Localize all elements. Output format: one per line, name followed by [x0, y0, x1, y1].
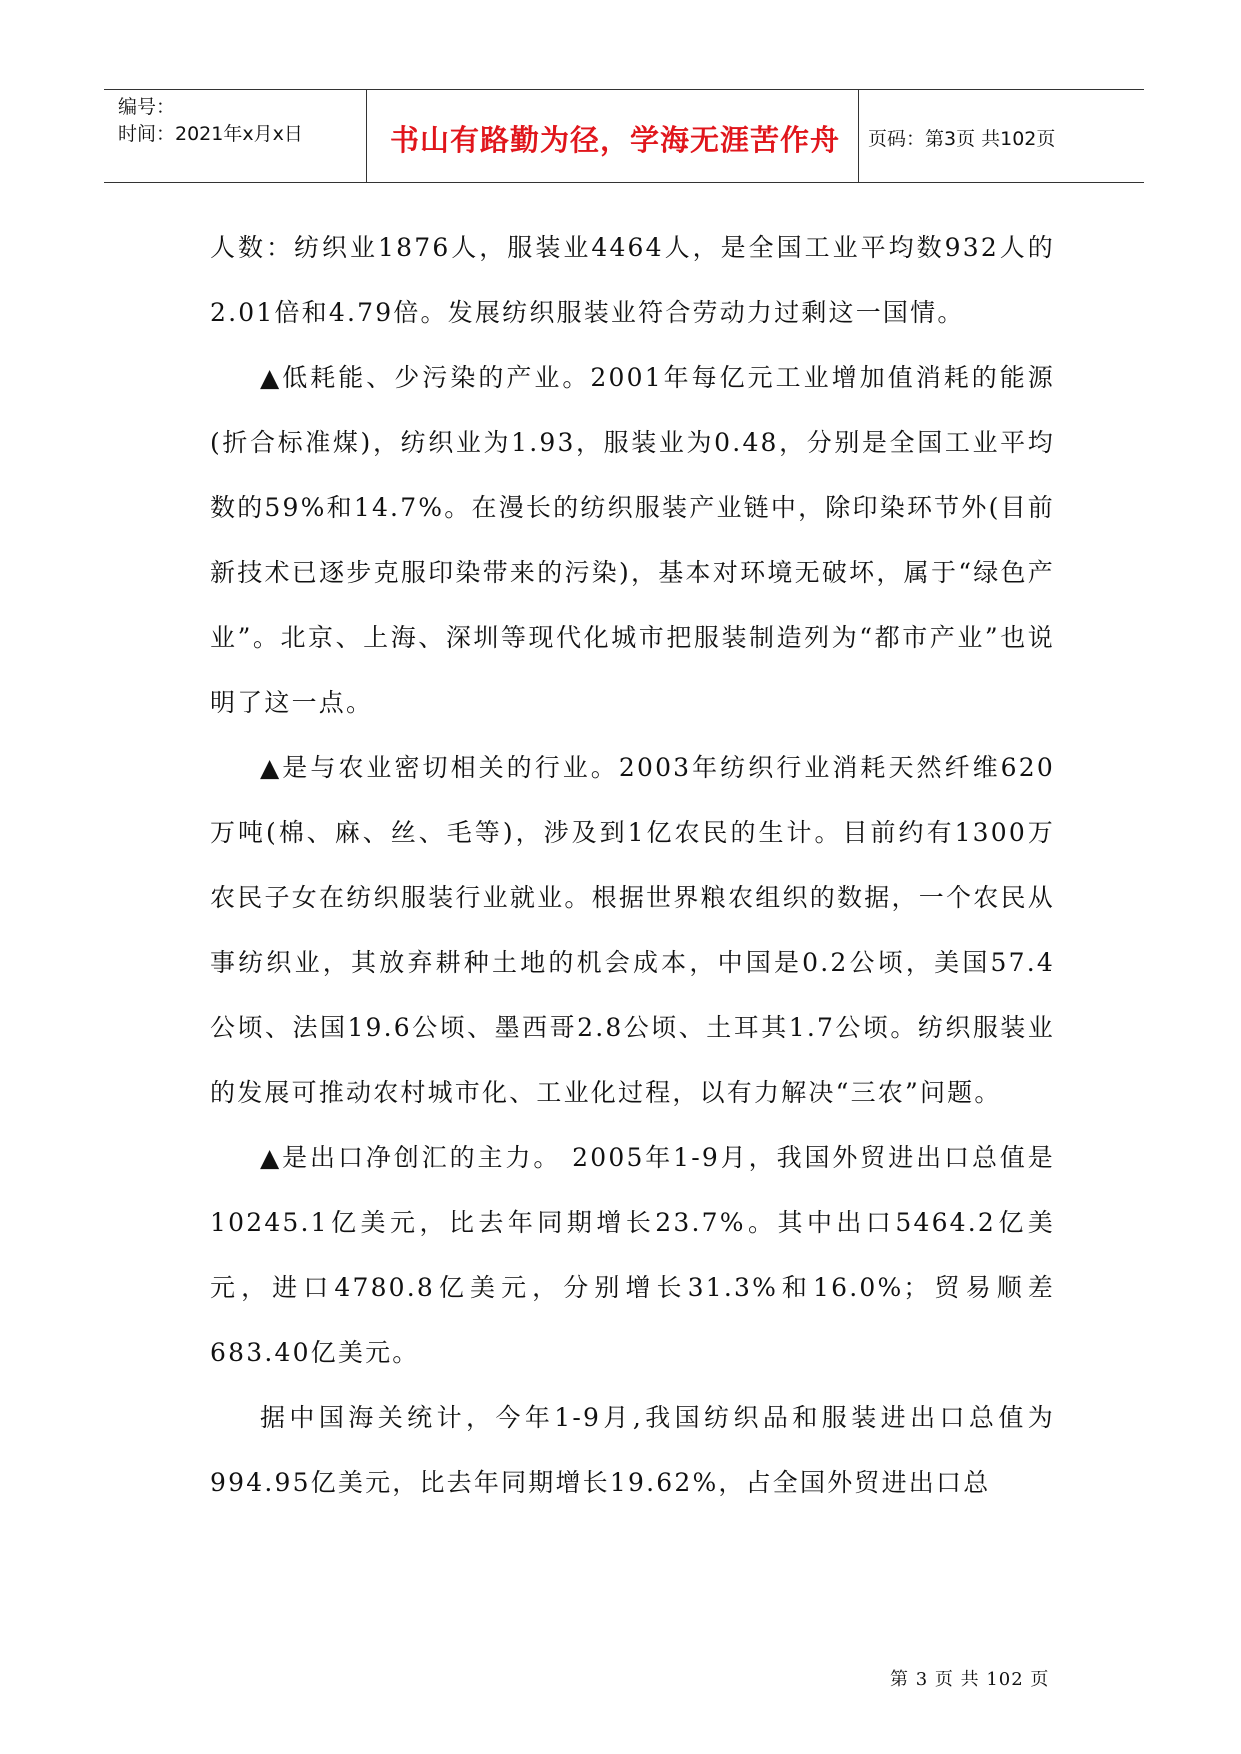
header-top-rule: [104, 89, 1144, 90]
header-left-block: [118, 94, 303, 148]
paragraph: 据中国海关统计，今年1-9月,我国纺织品和服装进出口总值为994.95亿美元，比去年同期增长19.62%，占全国外贸进出口总: [210, 1403, 1055, 1497]
document-body: [210, 215, 1055, 1515]
page-footer: 第 3 页 共 102 页: [890, 1669, 1050, 1690]
header-motto: 书山有路勤为径，学海无涯苦作舟: [389, 123, 840, 157]
paragraph: ▲低耗能、少污染的产业。2001年每亿元工业增加值消耗的能源(折合标准煤)，纺织业为1.93，服装业为0.48，分别是全国工业平均数的59%和14.7%。在漫长的纺织服装产业链中，除印染环节外(目前新技术已逐步克服印染带来的污染)，基本对环境无破坏，属于“绿色产业”。北京、上海、深圳等现代化城市把服装制造列为“都市产业”也说明了这一点。: [210, 363, 1055, 717]
paragraph: ▲是与农业密切相关的行业。2003年纺织行业消耗天然纤维620万吨(棉、麻、丝、毛等)，涉及到1亿农民的生计。目前约有1300万农民子女在纺织服装行业就业。根据世界粮农组织的数据，一个农民从事纺织业，其放弃耕种土地的机会成本，中国是0.2公顷，美国57.4公顷、法国19.6公顷、墨西哥2.8公顷、土耳其1.7公顷。纺织服装业的发展可推动农村城市化、工业化过程，以有力解决“三农”问题。: [210, 753, 1055, 1107]
paragraph: ▲是出口净创汇的主力。 2005年1-9月，我国外贸进出口总值是10245.1亿美元，比去年同期增长23.7%。其中出口5464.2亿美元，进口4780.8亿美元，分别增长31.3%和16.0%；贸易顺差683.40亿美元。: [210, 1143, 1055, 1367]
header-divider-left: [366, 89, 367, 182]
paragraph: 人数：纺织业1876人，服装业4464人，是全国工业平均数932人的2.01倍和4.79倍。发展纺织服装业符合劳动力过剩这一国情。: [210, 233, 1055, 327]
time-label: 时间：2021年x月x日: [118, 123, 303, 145]
header-page-info: 页码：第3页 共102页: [868, 128, 1056, 150]
header-bottom-rule: [104, 182, 1144, 183]
number-label: 编号：: [118, 96, 176, 118]
